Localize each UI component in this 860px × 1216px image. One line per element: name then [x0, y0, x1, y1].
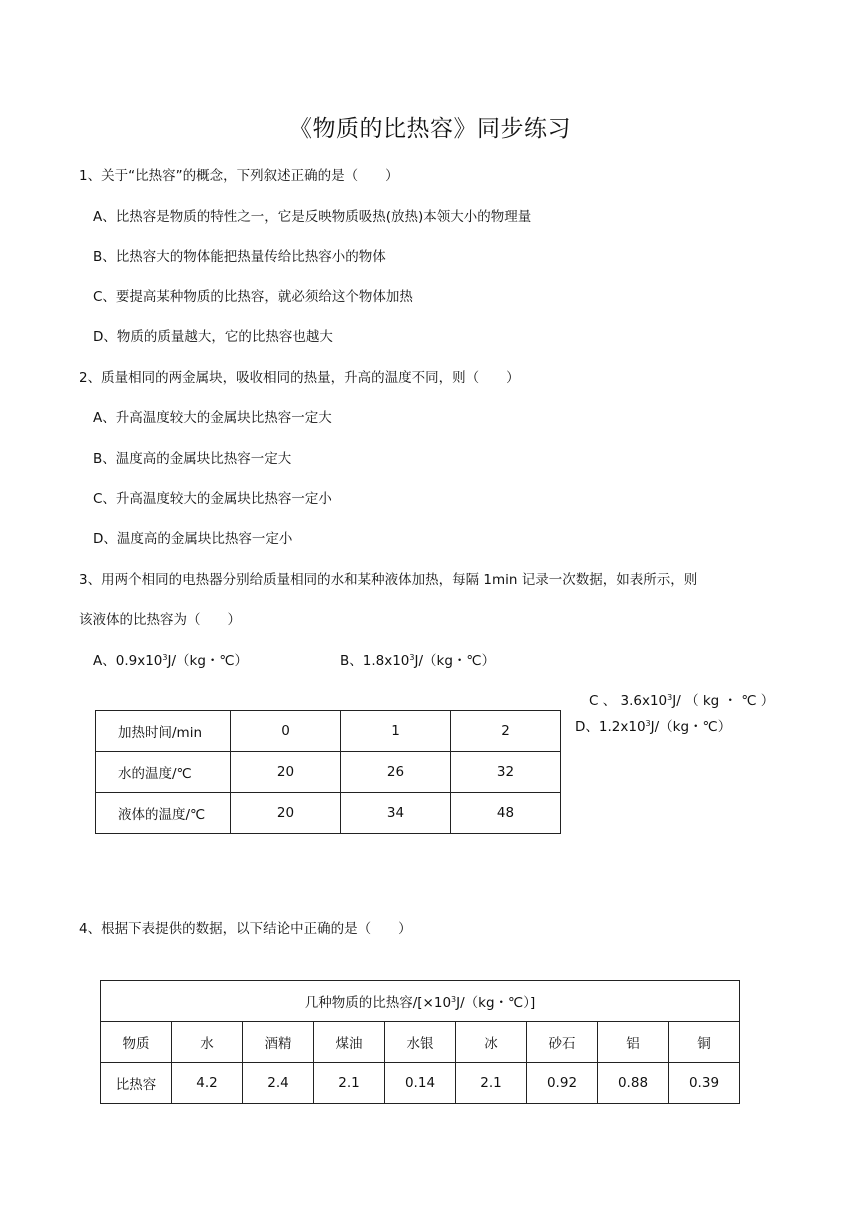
table-cell: 1	[341, 711, 451, 752]
page-title: 《物质的比热容》同步练习	[289, 116, 571, 142]
question-2-option-a: A、升高温度较大的金属块比热容一定大	[93, 410, 332, 426]
table-cell: 20	[231, 752, 341, 793]
table-cell: 2.1	[456, 1063, 527, 1104]
question-2-stem: 2、质量相同的两金属块，吸收相同的热量，升高的温度不同，则（ ）	[79, 370, 520, 386]
table-cell: 煤油	[314, 1022, 385, 1063]
question-3-stem-line1: 3、用两个相同的电热器分别给质量相同的水和某种液体加热，每隔 1min 记录一次数据，如表所示，则	[79, 572, 698, 588]
table-cell: 48	[451, 793, 561, 834]
table-cell: 物质	[101, 1022, 172, 1063]
table-row	[101, 1022, 740, 1063]
table-cell: 0.92	[527, 1063, 598, 1104]
table-row	[96, 752, 561, 793]
question-1-stem: 1、关于“比热容”的概念，下列叙述正确的是（ ）	[79, 168, 399, 184]
question-4-stem: 4、根据下表提供的数据，以下结论中正确的是（ ）	[79, 921, 412, 937]
question-2-option-d: D、温度高的金属块比热容一定小	[93, 531, 293, 547]
table-cell: 0.14	[385, 1063, 456, 1104]
question-3-option-c: C 、 $3.6x10^3J/$ （ kg ・ ℃ ）	[589, 693, 775, 709]
table-cell: 0.39	[669, 1063, 740, 1104]
table-cell: 0.88	[598, 1063, 669, 1104]
question-3-stem-line2: 该液体的比热容为（ ）	[79, 612, 241, 628]
table-cell: 水的温度/℃	[96, 752, 231, 793]
table-row	[96, 711, 561, 752]
table-cell: 液体的温度/℃	[96, 793, 231, 834]
question-2-option-b: B、温度高的金属块比热容一定大	[93, 451, 292, 467]
table-cell: 水银	[385, 1022, 456, 1063]
specific-heat-table	[100, 980, 740, 1104]
table-cell: 4.2	[172, 1063, 243, 1104]
table-cell: 比热容	[101, 1063, 172, 1104]
table-cell: 水	[172, 1022, 243, 1063]
table-cell: 32	[451, 752, 561, 793]
question-2-option-c: C、升高温度较大的金属块比热容一定小	[93, 491, 332, 507]
question-1-option-c: C、要提高某种物质的比热容，就必须给这个物体加热	[93, 289, 413, 305]
table-row	[101, 1063, 740, 1104]
question-3-option-b: B、$1.8x10^3J/(kg$・℃）	[340, 653, 496, 669]
table-cell: 冰	[456, 1022, 527, 1063]
table-cell: 砂石	[527, 1022, 598, 1063]
table-caption: 几种物质的比热容$/[\times 10^3J/(kg$・℃）]	[101, 981, 740, 1022]
table-cell: 2.4	[243, 1063, 314, 1104]
table-cell: 2.1	[314, 1063, 385, 1104]
table-cell: 铜	[669, 1022, 740, 1063]
question-1-option-d: D、物质的质量越大，它的比热容也越大	[93, 329, 333, 345]
table-cell: 加热时间/min	[96, 711, 231, 752]
table-cell: 34	[341, 793, 451, 834]
table-cell: 铝	[598, 1022, 669, 1063]
table-cell: 20	[231, 793, 341, 834]
question-1-option-b: B、比热容大的物体能把热量传给比热容小的物体	[93, 249, 386, 265]
table-row	[96, 793, 561, 834]
table-cell: 26	[341, 752, 451, 793]
question-3-option-d: D、$1.2x10^3J/(kg$・℃）	[575, 719, 732, 735]
table-cell: 2	[451, 711, 561, 752]
question-3-option-a: A、$0.9x10^3J/(kg$・℃）	[93, 653, 249, 669]
table-cell: 0	[231, 711, 341, 752]
table-row	[101, 981, 740, 1022]
table-cell: 酒精	[243, 1022, 314, 1063]
heating-data-table	[95, 710, 561, 834]
question-1-option-a: A、比热容是物质的特性之一，它是反映物质吸热(放热)本领大小的物理量	[93, 209, 532, 225]
